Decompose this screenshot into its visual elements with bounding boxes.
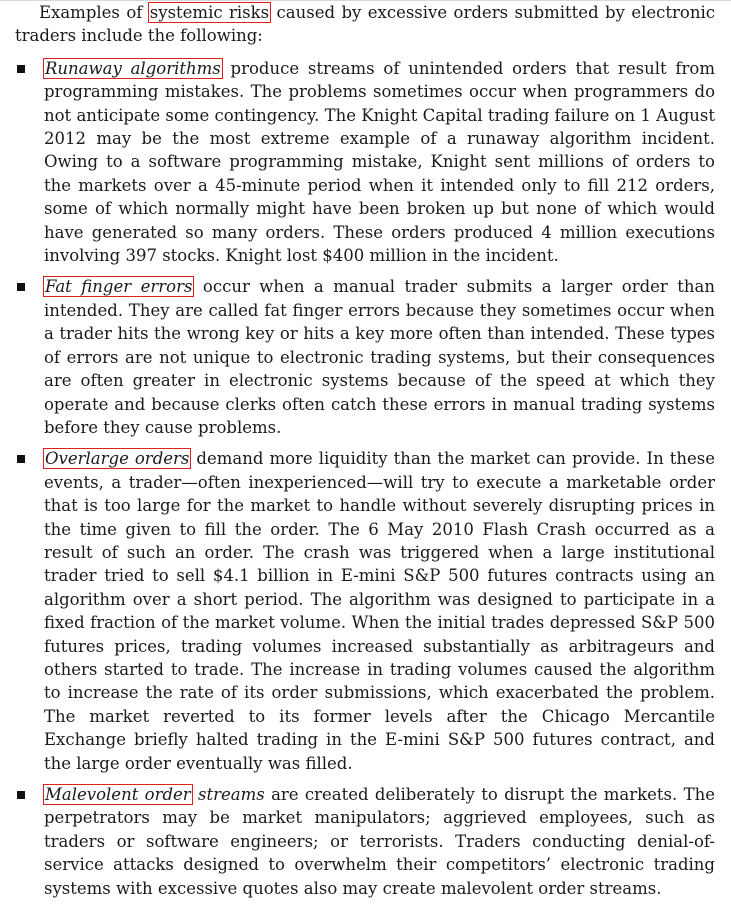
risk-list <box>15 57 715 900</box>
item-description: produce streams of unintended orders that result from programming mistakes. The problems sometimes occur when programmers do not anticipate some contingency. The Knight Capital trading failure on 1 August 2012 may be the most extreme example of a runaway algorithm incident. Owing to a software programming mistake, Knight sent millions of orders to the markets over a 45-minute period when it intended only to fill 212 orders, some of which normally might have been broken up but none of which would have generated so many orders. These orders produced 4 million executions involving 397 stocks. Knight lost $400 million in the incident. <box>44 58 715 266</box>
square-bullet-icon <box>17 283 25 291</box>
document-page <box>15 1 715 908</box>
item-description: demand more liquidity than the market can provide. In these events, a trader—often inexperienced—will try to execute a marketable order that is too large for the market to handle without severely disrupting prices in the time given to fill the order. The 6 May 2010 Flash Crash occurred as a result of such an order. The crash was triggered when a large institutional trader tried to sell $4.1 billion in E-mini S&P 500 futures contracts using an algorithm over a short period. The algorithm was designed to participate in a fixed fraction of the market volume. When the initial trades depressed S&P 500 futures prices, trading volumes increased substantially as arbitrageurs and others started to trade. The increase in trading volumes caused the algorithm to increase the rate of its order submissions, which exacerbated the problem. The market reverted to its former levels after the Chicago Mercantile Exchange briefly halted trading in the E-mini S&P 500 futures contract, and the large order eventually was filled. <box>44 449 715 773</box>
list-item-overlarge-orders <box>15 447 715 775</box>
term-tail-streams: streams <box>191 785 265 804</box>
item-description: are created deliberately to disrupt the markets. The perpetrators may be market manipulators; aggrieved employees, such as traders or software engineers; or terrorists. Traders conducting denial-of-service attacks designed to overwhelm their competitors’ electronic trading systems with excessive quotes also may create malevolent order streams. <box>44 785 715 898</box>
list-item-runaway-algorithms <box>15 57 715 268</box>
intro-text-after: caused by excessive orders submitted by electronic traders include the following: <box>15 3 715 46</box>
square-bullet-icon <box>17 455 25 463</box>
highlight-systemic-risks: systemic risks <box>149 3 270 22</box>
list-item-malevolent-order-streams <box>15 783 715 900</box>
term-overlarge-orders: Overlarge orders <box>45 449 190 469</box>
square-bullet-icon <box>17 65 25 73</box>
intro-paragraph <box>15 1 715 48</box>
list-item-fat-finger-errors <box>15 275 715 439</box>
term-fat-finger-errors: Fat finger errors <box>45 277 193 297</box>
term-malevolent-order: Malevolent order <box>45 785 191 804</box>
item-description: occur when a manual trader submits a larger order than intended. They are called fat finger errors because they sometimes occur when a trader hits the wrong key or hits a key more often than intended. These types of errors are not unique to electronic trading systems, but their consequences are often greater in electronic systems because of the speed at which they operate and because clerks often catch these errors in manual trading systems before they cause problems. <box>44 277 715 437</box>
square-bullet-icon <box>17 791 25 799</box>
term-runaway-algorithms: Runaway algorithms <box>45 58 221 78</box>
intro-text-before: Examples of <box>39 3 149 22</box>
